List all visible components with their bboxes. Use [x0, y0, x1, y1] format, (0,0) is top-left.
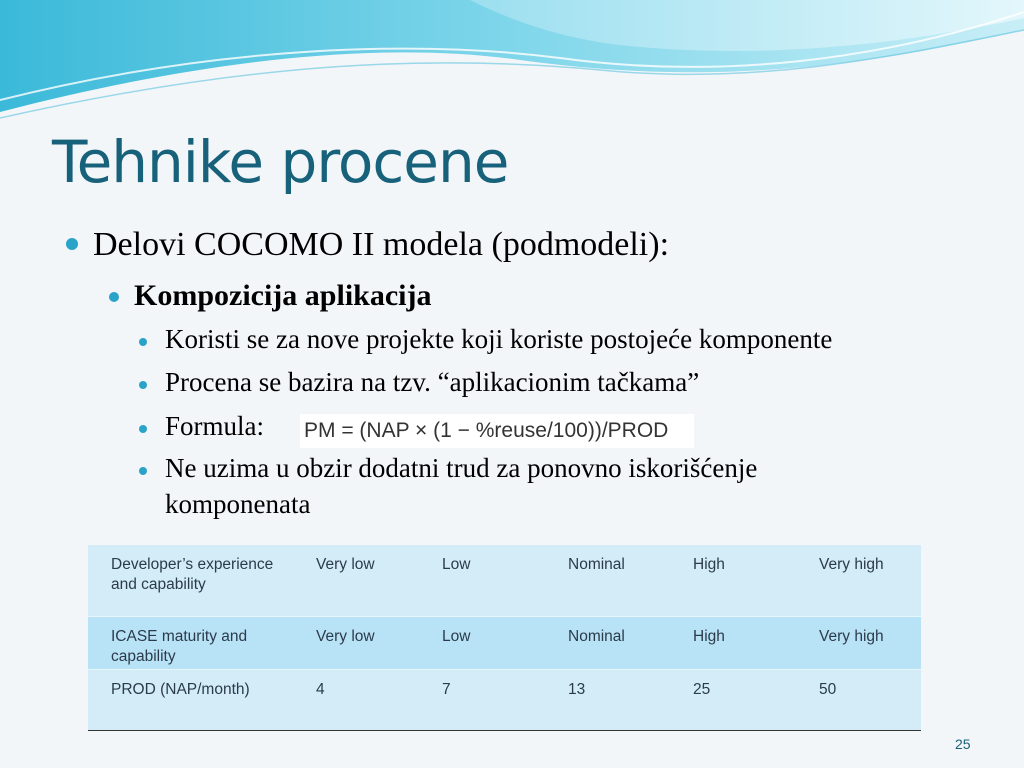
bullet-l3-icon — [139, 381, 147, 389]
table-cell: PROD (NAP/month) — [111, 681, 250, 698]
table-row — [88, 545, 921, 616]
bullet-level3-continuation: komponenata — [165, 489, 311, 519]
table-cell: Very high — [819, 628, 884, 645]
table-row — [88, 616, 921, 669]
bullet-l1-icon — [66, 238, 78, 250]
table-cell: 25 — [693, 681, 711, 698]
slide-title: Tehnike procene — [52, 128, 509, 196]
table-cell: Low — [442, 556, 471, 573]
table-cell: 13 — [568, 681, 586, 698]
table-cell: Very low — [316, 628, 375, 645]
bullet-level1: Delovi COCOMO II modela (podmodeli): — [93, 226, 670, 263]
productivity-table — [88, 545, 921, 731]
table-cell: Low — [442, 628, 471, 645]
bullet-l3-icon — [139, 338, 147, 346]
bullet-level3-item: Formula: — [165, 411, 264, 441]
bullet-level3-item: Koristi se za nove projekte koji koriste postojeće komponente — [165, 324, 833, 354]
formula-image: PM = (NAP × (1 − %reuse/100))/PROD — [300, 414, 694, 448]
table-cell: High — [693, 628, 725, 645]
table-row — [88, 669, 921, 730]
header-wave-decoration — [0, 0, 1024, 130]
table-cell: High — [693, 556, 725, 573]
table-cell: Very high — [819, 556, 884, 573]
bullet-level2: Kompozicija aplikacija — [134, 279, 432, 312]
bullet-level3-item: Ne uzima u obzir dodatni trud za ponovno iskorišćenje — [165, 453, 758, 483]
bullet-l3-icon — [139, 467, 147, 475]
table-cell: Nominal — [568, 628, 625, 645]
page-number: 25 — [955, 736, 971, 752]
table-cell: 4 — [316, 681, 325, 698]
table-cell: ICASE maturity and capability — [111, 628, 248, 665]
table-cell: Nominal — [568, 556, 625, 573]
table-cell: Developer’s experience and capability — [111, 556, 274, 593]
table-cell: Very low — [316, 556, 375, 573]
bullet-l2-icon — [109, 292, 119, 302]
bullet-level3-item: Procena se bazira na tzv. “aplikacionim tačkama” — [165, 367, 700, 397]
bullet-l3-icon — [139, 425, 147, 433]
table-cell: 50 — [819, 681, 837, 698]
table-cell: 7 — [442, 681, 451, 698]
